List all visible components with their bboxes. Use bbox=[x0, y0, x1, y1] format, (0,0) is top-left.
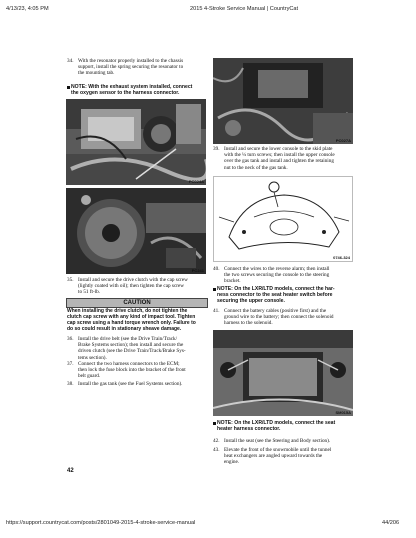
step-line: heat exchangers are angled upward towards the bbox=[224, 453, 323, 460]
step-42 bbox=[213, 438, 363, 446]
caution-line: When installing the drive clutch, do not tighten the bbox=[67, 308, 188, 314]
step-line: Install and secure the drive clutch with the cap screw bbox=[78, 277, 188, 283]
step-line: the two screws securing the console to the steering bbox=[224, 272, 330, 279]
page-url[interactable]: https://support.countrycat.com/posts/2801049-2015-4-stroke-service-manual bbox=[6, 520, 196, 526]
step-34 bbox=[67, 58, 212, 78]
step-line: tems section). bbox=[78, 354, 107, 361]
step-line: over the gas tank and install and tighten the retaining bbox=[224, 158, 334, 165]
photo-console-area bbox=[213, 58, 353, 144]
print-page-count: 44/206 bbox=[382, 520, 400, 526]
note-line: NOTE: On the LXR/LTD models, connect the seat bbox=[217, 420, 336, 426]
step-line: to 51 ft-lb. bbox=[78, 289, 101, 296]
step-37 bbox=[67, 361, 212, 381]
diagram-code: 0746-324 bbox=[333, 255, 350, 260]
step-43 bbox=[213, 447, 363, 467]
note-seat-heater-harness bbox=[213, 420, 363, 433]
step-line: belt guard. bbox=[78, 373, 101, 380]
step-line: support, install the spring securing the resonator to bbox=[78, 64, 184, 71]
step-line: Install the seat (see the Steering and Body section). bbox=[224, 438, 331, 444]
step-36 bbox=[67, 336, 212, 362]
step-line: Connect the wires to the reverse alarm; then install bbox=[224, 266, 330, 272]
step-line: Install the gas tank (see the Fuel Systems section). bbox=[78, 381, 183, 387]
diagram-console bbox=[213, 176, 353, 262]
diagram-graphic bbox=[214, 177, 353, 262]
photo-code: PC241 bbox=[191, 268, 204, 273]
note-seat-heater-switch bbox=[213, 286, 363, 305]
photo-exhaust-engine bbox=[66, 99, 206, 185]
step-number: 38. bbox=[67, 381, 74, 387]
photo-graphic bbox=[213, 330, 353, 416]
note-oxygen-sensor bbox=[67, 84, 217, 97]
step-line: (lightly coated with oil); then tighten the cap screw bbox=[78, 283, 185, 290]
photo-graphic bbox=[213, 58, 353, 144]
step-line: harness to the solenoid. bbox=[224, 320, 273, 327]
step-39 bbox=[213, 146, 363, 172]
print-timestamp: 4/13/23, 4:05 PM bbox=[6, 6, 49, 12]
photo-code: PC027A bbox=[335, 138, 351, 143]
step-line: Elevate the front of the snowmobile until the tunnel bbox=[224, 447, 332, 453]
photo-graphic bbox=[66, 188, 206, 274]
note-line: ness connector to the seat heater switch before bbox=[217, 292, 333, 298]
step-line: Connect the two harness connectors to the ECM; bbox=[78, 361, 180, 367]
step-number: 41. bbox=[213, 308, 220, 314]
photo-code: PC024A bbox=[188, 179, 204, 184]
photo-code: SM015A bbox=[335, 410, 351, 415]
step-line: ground wire to the battery; then connect the solenoid bbox=[224, 314, 334, 321]
step-40 bbox=[213, 266, 363, 286]
step-line: Install and secure the lower console to the skid plate bbox=[224, 146, 333, 152]
step-line: then lock the fuse block into the bracket of the front bbox=[78, 367, 186, 374]
step-number: 35. bbox=[67, 277, 74, 283]
caution-text bbox=[67, 308, 212, 333]
note-line: securing the upper console. bbox=[217, 298, 285, 304]
step-line: driven clutch (see the Drive Train/Track/Brake Sys- bbox=[78, 348, 186, 355]
step-line: With the resonator properly installed to the chassis bbox=[78, 58, 184, 64]
photo-battery bbox=[213, 330, 353, 416]
step-number: 39. bbox=[213, 146, 220, 152]
caution-line: do so could result in stationary sheave damage. bbox=[67, 326, 182, 332]
step-35 bbox=[67, 277, 212, 297]
caution-line: cap screw using a hand torque wrench only. Failure to bbox=[67, 320, 196, 326]
step-line: engine. bbox=[224, 459, 240, 466]
manual-page-number: 42 bbox=[67, 468, 74, 474]
step-line: nut to the neck of the gas tank. bbox=[224, 164, 288, 171]
page-title: 2015 4-Stroke Service Manual | CountryCat bbox=[190, 6, 299, 12]
step-41 bbox=[213, 308, 363, 328]
caution-line: clutch cap screw with any kind of impact tool. Tighten bbox=[67, 314, 196, 320]
step-line: Connect the battery cables (positive first) and the bbox=[224, 308, 327, 314]
step-number: 42. bbox=[213, 438, 220, 444]
step-line: bracket. bbox=[224, 278, 241, 285]
step-number: 37. bbox=[67, 361, 74, 367]
step-38 bbox=[67, 381, 212, 389]
photo-graphic bbox=[66, 99, 206, 185]
step-number: 36. bbox=[67, 336, 74, 342]
step-line: Install the drive belt (see the Drive Train/Track/ bbox=[78, 336, 178, 342]
step-number: 43. bbox=[213, 447, 220, 453]
step-line: with the ¼ turn screws; then install the upper console bbox=[224, 152, 335, 159]
step-line: Brake Systems section); then install and secure the bbox=[78, 342, 184, 349]
step-number: 34. bbox=[67, 58, 74, 64]
caution-banner: CAUTION bbox=[66, 298, 208, 308]
note-line: NOTE: On the LXR/LTD models, connect the har- bbox=[217, 286, 335, 292]
photo-drive-clutch bbox=[66, 188, 206, 274]
step-line: the mounting tab. bbox=[78, 70, 115, 77]
note-line: heater harness connector. bbox=[217, 426, 281, 432]
note-line: NOTE: With the exhaust system installed, connect bbox=[71, 84, 193, 90]
note-line: the oxygen sensor to the harness connector. bbox=[71, 90, 180, 96]
step-number: 40. bbox=[213, 266, 220, 272]
